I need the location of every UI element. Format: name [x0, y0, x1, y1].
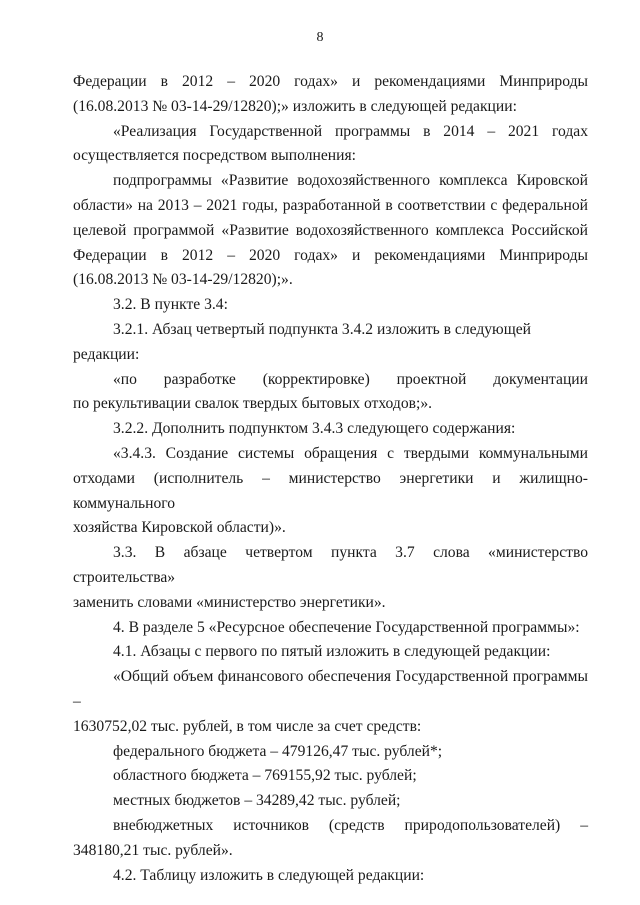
text-line: заменить словами «министерство энергетики». [73, 593, 386, 611]
paragraph [73, 616, 588, 641]
paragraph [73, 120, 588, 170]
text-line: 1630752,02 тыс. рублей, в том числе за счет средств: [73, 717, 422, 735]
page-number: 8 [316, 30, 324, 45]
text-line: по рекультивации свалок твердых бытовых отходов;». [73, 395, 433, 413]
text-line: Федерации в 2012 – 2020 годах» и рекомендациями Минприроды [73, 73, 588, 90]
paragraph [73, 789, 588, 814]
text-line: Федерации в 2012 – 2020 годах» и рекомендациями Минприроды [73, 246, 588, 264]
text-line: (16.08.2013 № 03-14-29/12820);» изложить в следующей редакции: [73, 97, 517, 115]
paragraph [73, 442, 588, 541]
paragraph [73, 70, 588, 120]
text-line: «3.4.3. Создание системы обращения с твердыми коммунальными [113, 444, 588, 462]
text-line: 4.2. Таблицу изложить в следующей редакции: [113, 866, 425, 884]
paragraph [73, 368, 588, 418]
text-line: 3.2.2. Дополнить подпунктом 3.4.3 следующего содержания: [113, 420, 516, 438]
paragraph [73, 814, 588, 864]
paragraph [73, 293, 588, 318]
text-line: 3.3. В абзаце четвертом пункта 3.7 слова «министерство строительства» [73, 544, 588, 586]
paragraph [73, 318, 588, 368]
text-line: (16.08.2013 № 03-14-29/12820);». [73, 271, 293, 289]
paragraph [73, 541, 588, 615]
text-line: местных бюджетов – 34289,42 тыс. рублей; [113, 792, 401, 810]
text-line: подпрограммы «Развитие водохозяйственного комплекса Кировской [113, 172, 588, 190]
text-line: федерального бюджета – 479126,47 тыс. рублей*; [113, 742, 443, 760]
text-line: 348180,21 тыс. рублей». [73, 841, 233, 859]
paragraph [73, 417, 588, 442]
text-line: отходами (исполнитель – министерство энергетики и жилищно-коммунального [73, 469, 588, 512]
text-line: 3.2. В пункте 3.4: [113, 296, 228, 314]
text-line: целевой программой «Развитие водохозяйственного комплекса Российской [73, 221, 588, 239]
text-line: хозяйства Кировской области)». [73, 519, 286, 537]
text-line: области» на 2013 – 2021 годы, разработанной в соответствии с федеральной [73, 196, 588, 214]
text-line: осуществляется посредством выполнения: [73, 147, 356, 165]
paragraph [73, 640, 588, 665]
text-line: 4. В разделе 5 «Ресурсное обеспечение Государственной программы»: [113, 618, 580, 636]
text-line: «Реализация Государственной программы в 2014 – 2021 годах [113, 122, 588, 140]
paragraph [73, 764, 588, 789]
text-line: «по разработке (корректировке) проектной документации [113, 370, 588, 388]
paragraph [73, 169, 588, 293]
document-body [73, 70, 588, 888]
paragraph [73, 864, 588, 889]
text-line: внебюджетных источников (средств природопользователей) – [113, 816, 588, 834]
text-line: областного бюджета – 769155,92 тыс. рублей; [113, 767, 417, 785]
paragraph [73, 740, 588, 765]
text-line: 3.2.1. Абзац четвертый подпункта 3.4.2 изложить в следующей редакции: [73, 320, 531, 363]
paragraph [73, 665, 588, 739]
text-line: «Общий объем финансового обеспечения Государственной программы – [73, 668, 588, 710]
text-line: 4.1. Абзацы с первого по пятый изложить в следующей редакции: [113, 643, 551, 661]
